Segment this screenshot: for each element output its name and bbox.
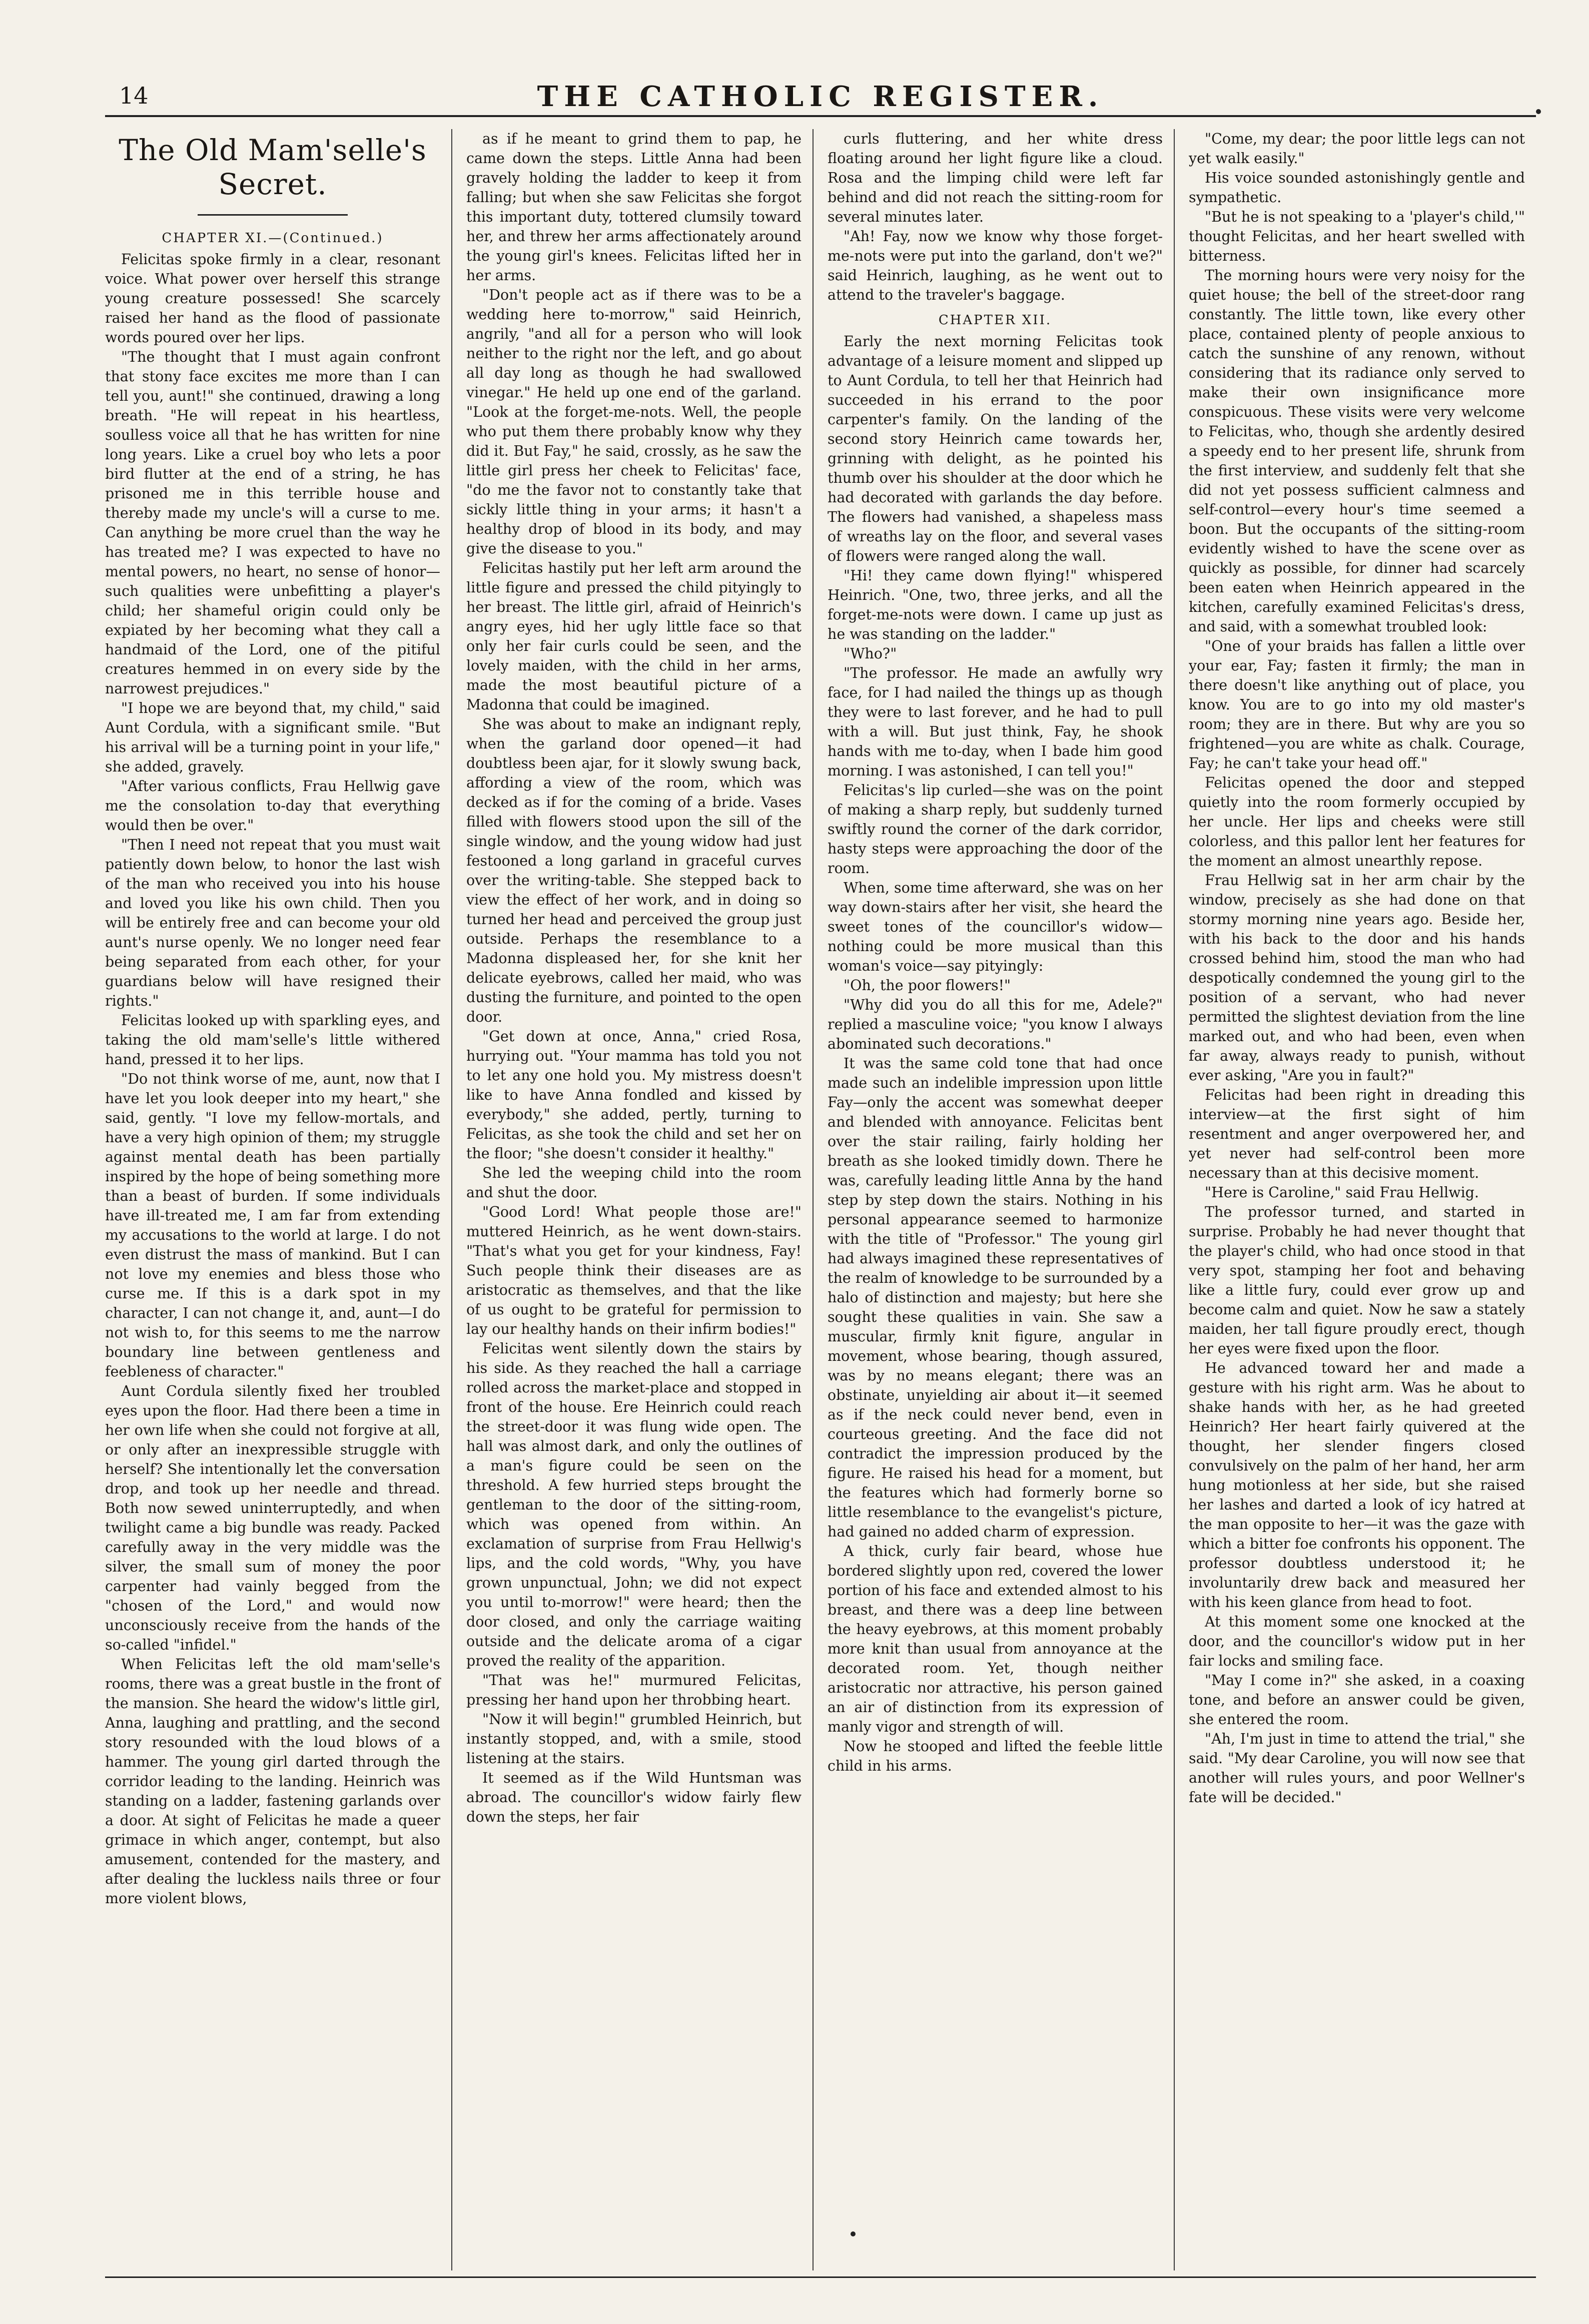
paragraph: At this moment some one knocked at the door, and the councillor's widow put in her fair locks and smiling face. <box>1189 1614 1525 1669</box>
paragraph: "After various conflicts, Frau Hellwig gave me the consolation to-day that everything would then be over." <box>105 778 440 834</box>
paragraph: It was the same cold tone that had once made such an indelible impression upon little Fay—only the accent was somewhat deeper and blended with annoyance. Felicitas bent over the stair railing, fairly holding her breath as she looked timidly down. There he was, carefully leading little Anna by the hand step by step down the stairs. Nothing in his personal appearance seemed to harmonize with the title of "Professor." The young girl had always imagined these representatives of the realm of knowledge to be surrounded by a halo of distinction and majesty; but here she sought these qualities in vain. She saw a muscular, firmly knit figure, angular in movement, whose bearing, though assured, was by no means elegant; there was an obstinate, unyielding air about it—it seemed as if the neck could never bend, even in courteous greeting. And the face did not contradict the impression produced by the figure. He raised his head for a moment, but the features which had formerly borne so little resemblance to the evangelist's picture, had gained no added charm of expression. <box>828 1055 1163 1540</box>
story-title: The Old Mam'selle's Secret. <box>119 133 427 201</box>
paragraph: "May I come in?" she asked, in a coaxing tone, and before an answer could be given, she entered the room. <box>1189 1672 1525 1728</box>
masthead: THE CATHOLIC REGISTER. <box>537 80 1104 113</box>
newspaper-page <box>105 80 1536 2281</box>
paragraph: "Good Lord! What people those are!" muttered Heinrich, as he went down-stairs. "That's what you get for your kindness, Fay! Such people think their diseases are as aristocratic as themselves, and that the like of us ought to be grateful for permission to lay our healthy hands on their infirm bodies!" <box>466 1204 802 1337</box>
paragraph: The professor turned, and started in surprise. Probably he had never thought that the player's child, who had once stood in that very spot, stamping her foot and behaving like a little fury, could ever grow up and become calm and quiet. Now he saw a stately maiden, her tall figure proudly erect, though her eyes were fixed upon the floor. <box>1189 1204 1525 1357</box>
paragraph: "Ah, I'm just in time to attend the trial," she said. "My dear Caroline, you will now see that another will rules yours, and poor Wellner's fate will be decided." <box>1189 1731 1525 1806</box>
page-header <box>105 80 1536 117</box>
paragraph: She led the weeping child into the room and shut the door. <box>466 1165 802 1201</box>
paragraph: Early the next morning Felicitas took advantage of a leisure moment and slipped up to Aunt Cordula, to tell her that Heinrich had succeeded in his errand to the poor carpenter's family. On the landing of the second story Heinrich came towards her, grinning with delight, as he pointed his thumb over his shoulder at the door which he had decorated with garlands the day before. The flowers had vanished, a shapeless mass of wreaths lay on the floor, and several vases of flowers were ranged along the wall. <box>828 333 1163 564</box>
paragraph: Felicitas went silently down the stairs by his side. As they reached the hall a carriage rolled across the market-place and stopped in front of the house. Ere Heinrich could reach the street-door it was flung wide open. The hall was almost dark, and only the outlines of a man's figure could be seen on the threshold. A few hurried steps brought the gentleman to the door of the sitting-room, which was opened from within. An exclamation of surprise from Frau Hellwig's lips, and the cold words, "Why, you have grown unpunctual, John; we did not expect you until to-morrow!" were heard; then the door closed, and only the carriage waiting outside and the delicate aroma of a cigar proved the reality of the apparition. <box>466 1340 802 1669</box>
paragraph: "Hi! they came down flying!" whispered Heinrich. "One, two, three jerks, and all the forget-me-nots were down. I came up just as he was standing on the ladder." <box>828 567 1163 642</box>
paragraph: "I hope we are beyond that, my child," said Aunt Cordula, with a significant smile. "But his arrival will be a turning point in your life," she added, gravely. <box>105 700 440 775</box>
chapter-heading: CHAPTER XI.—(Continued.) <box>162 231 384 246</box>
paragraph: His voice sounded astonishingly gentle and sympathetic. <box>1189 170 1525 206</box>
paragraph: "Why did you do all this for me, Adele?" replied a masculine voice; "you know I always abominated such decorations." <box>828 997 1163 1052</box>
paragraph: The morning hours were very noisy for the quiet house; the bell of the street-door rang constantly. The little town, like every other place, contained plenty of people anxious to catch the sunshine of any renown, without considering that its radiance only served to make their own insignificance more conspicuous. These visits were very welcome to Felicitas, who, though she ardently desired a speedy end to her present life, shrunk from the first interview, and suddenly felt that she did not yet possess sufficient calmness and self-control—every hour's time seemed a boon. But the occupants of the sitting-room evidently wished to have the scene over as quickly as possible, for dinner had scarcely been eaten when Heinrich appeared in the kitchen, carefully examined Felicitas's dress, and said, with a somewhat troubled look: <box>1189 267 1525 635</box>
paragraph: A thick, curly fair beard, whose hue bordered slightly upon red, covered the lower portion of his face and extended almost to his breast, and there was a deep line between the heavy eyebrows, at this moment probably more knit than usual from annoyance at the decorated room. Yet, though neither aristocratic nor attractive, his person gained an air of distinction from its expression of manly vigor and strength of will. <box>828 1543 1163 1735</box>
paragraph: as if he meant to grind them to pap, he came down the steps. Little Anna had been gravely holding the ladder to keep it from falling; but when she saw Felicitas she forgot this important duty, tottered clumsily toward her, and threw her arms affectionately around the young girl's knees. Felicitas lifted her in her arms. <box>466 131 802 284</box>
paragraph: He advanced toward her and made a gesture with his right arm. Was he about to shake hands with her, as he had greeted Heinrich? Her heart fairly quivered at the thought, her slender fingers closed convulsively on the palm of her hand, her arm hung motionless at her side, but she raised her lashes and darted a look of icy hatred at the man opposite to her—it was the gaze with which a bitter foe confronts his opponent. The professor doubtless understood it; he involuntarily drew back and measured her with his keen glance from head to foot. <box>1189 1360 1525 1611</box>
column-3 <box>828 129 1175 2270</box>
paragraph: Aunt Cordula silently fixed her troubled eyes upon the floor. Had there been a time in her own life when she could not forgive at all, or only after an inexpressible struggle with herself? She intentionally let the conversation drop, and took up her needle and thread. Both now sewed uninterruptedly, and when twilight came a big bundle was ready. Packed carefully away in the very middle was the silver, the small sum of money the poor carpenter had vainly begged from the "chosen of the Lord," and would now unconsciously receive from the hands of the so-called "infidel." <box>105 1383 440 1653</box>
paragraph: "The professor. He made an awfully wry face, for I had nailed the things up as though they were to last forever, and he had to pull with a will. But just think, Fay, he shook hands with me to-day, when I bade him good morning. I was astonished, I can tell you!" <box>828 665 1163 779</box>
paragraph: "Then I need not repeat that you must wait patiently down below, to honor the last wish of the man who received you into his house and loved you like his own child. Then you will be entirely free and can become your old aunt's nurse openly. We no longer need fear being separated from each other, for your guardians below will have resigned their rights." <box>105 837 440 1009</box>
paragraph: "That was he!" murmured Felicitas, pressing her hand upon her throbbing heart. <box>466 1672 802 1708</box>
column-2-body <box>466 129 802 1827</box>
paragraph: When, some time afterward, she was on her way down-stairs after her visit, she heard the sweet tones of the councillor's widow—nothing could be more musical than this woman's voice—say pityingly: <box>828 880 1163 974</box>
paragraph: "Come, my dear; the poor little legs can not yet walk easily." <box>1189 131 1525 167</box>
paragraph: Felicitas looked up with sparkling eyes, and taking the old mam'selle's little withered hand, pressed it to her lips. <box>105 1012 440 1068</box>
paragraph: "Oh, the poor flowers!" <box>844 977 1011 994</box>
column-2 <box>466 129 814 2270</box>
paragraph: It seemed as if the Wild Huntsman was abroad. The councillor's widow fairly flew down the steps, her fair <box>466 1770 802 1825</box>
paragraph: "Who?" <box>844 645 897 662</box>
column-3-body-bottom <box>828 332 1163 1776</box>
paragraph: Felicitas's lip curled—she was on the point of making a sharp reply, but suddenly turned swiftly round the corner of the dark corridor, hasty steps were approaching the door of the room. <box>828 782 1163 877</box>
paragraph: "The thought that I must again confront that stony face excites me more than I can tell you, aunt!" she continued, drawing a long breath. "He will repeat in his heartless, soulless voice all that he has written for nine long years. Like a cruel boy who lets a poor bird flutter at the end of a string, he has prisoned me in this terrible house and thereby made my uncle's will a curse to me. Can anything be more cruel than the way he has treated me? I was expected to have no mental powers, no heart, no sense of honor—such qualities were unbefitting a player's child; her shameful origin could only be expiated by her becoming what they call a handmaid of the Lord, one of the pitiful creatures hemmed in on every side by the narrowest prejudices." <box>105 349 440 697</box>
title-rule <box>198 214 348 216</box>
paragraph: Felicitas spoke firmly in a clear, resonant voice. What power over herself this strange young creature possessed! She scarcely raised her hand as the flood of passionate words poured over her lips. <box>105 251 440 346</box>
paragraph: Felicitas hastily put her left arm around the little figure and pressed the child pityingly to her breast. The little girl, afraid of Heinrich's angry eyes, hid her ugly little face so that only her fair curls could be seen, and the lovely maiden, with the child in her arms, made the most beautiful picture of a Madonna that could be imagined. <box>466 560 802 713</box>
paragraph: She was about to make an indignant reply, when the garland door opened—it had doubtless been ajar, for it slowly swung back, affording a view of the room, which was decked as if for the coming of a bride. Vases filled with flowers stood upon the sill of the single window, and the young widow had just festooned a long garland in graceful curves over the writing-table. She stepped back to view the effect of her work, and in doing so turned her head and perceived the group just outside. Perhaps the resemblance to a Madonna displeased her, for she knit her delicate eyebrows, called her maid, who was dusting the furniture, and pointed to the open door. <box>466 716 802 1025</box>
paragraph: When Felicitas left the old mam'selle's rooms, there was a great bustle in the front of the mansion. She heard the widow's little girl, Anna, laughing and prattling, and the second story resounded with the loud blows of a hammer. The young girl darted through the corridor leading to the landing. Heinrich was standing on a ladder, fastening garlands over a door. At sight of Felicitas he made a queer grimace in which anger, contempt, but also amusement, contended for the mastery, and after dealing the luckless nails three or four more violent blows, <box>105 1656 440 1907</box>
column-4-body <box>1189 129 1525 1807</box>
paragraph: "Don't people act as if there was to be a wedding here to-morrow," said Heinrich, angrily, "and all for a person who will look neither to the right nor the left, and go about all day long as though he had swallowed vinegar." He held up one end of the garland. "Look at the forget-me-nots. Well, the people who put them there probably know why they did it. But Fay," he said, crossly, as he saw the little girl press her cheek to Felicitas' face, "do me the favor not to constantly take that sickly little thing in your arms; it hasn't a healthy drop of blood in its body, and may give the disease to you." <box>466 287 802 557</box>
ink-dot <box>851 2231 856 2236</box>
bottom-rule <box>105 2276 1536 2278</box>
paragraph: Felicitas opened the door and stepped quietly into the room formerly occupied by her uncle. Her lips and cheeks were still colorless, and this pallor lent her features for the moment an almost unearthly repose. <box>1189 774 1525 869</box>
paragraph: Felicitas had been right in dreading this interview—at the first sight of him resentment and anger overpowered her, and yet never had self-control been more necessary than at this decisive moment. <box>1189 1087 1525 1181</box>
paragraph: "Here is Caroline," said Frau Hellwig. <box>1205 1184 1479 1201</box>
paragraph: Now he stooped and lifted the feeble little child in his arms. <box>828 1738 1163 1774</box>
chapter-heading: CHAPTER XII. <box>938 313 1052 328</box>
paragraph: "But he is not speaking to a 'player's child,'" thought Felicitas, and her heart swelled with bitterness. <box>1189 209 1525 264</box>
column-1 <box>105 129 452 2270</box>
page-number: 14 <box>119 82 149 109</box>
paragraph: "Now it will begin!" grumbled Heinrich, but instantly stopped, and, with a smile, stood listening at the stairs. <box>466 1711 802 1767</box>
paragraph: "Ah! Fay, now we know why those forget-me-nots were put into the garland, don't we?" said Heinrich, laughing, as he went out to attend to the traveler's baggage. <box>828 228 1163 303</box>
ink-dot <box>1536 109 1541 114</box>
column-1-body <box>105 250 440 1908</box>
column-4 <box>1189 129 1536 2270</box>
paragraph: "Get down at once, Anna," cried Rosa, hurrying out. "Your mamma has told you not to let any one hold you. My mistress doesn't like to have Anna fondled and kissed by everybody," she added, pertly, turning to Felicitas, as she took the child and set her on the floor; "she doesn't consider it healthy." <box>466 1028 802 1162</box>
paragraph: Frau Hellwig sat in her arm chair by the window, precisely as she had done on that stormy morning nine years ago. Beside her, with his back to the door and his hands crossed behind him, stood the man who had despotically condemned the young girl to the position of a servant, who had never permitted the slightest deviation from the line marked out, and who had been, even when far away, always ready to punish, without ever asking, "Are you in fault?" <box>1189 872 1525 1084</box>
paragraph: "One of your braids has fallen a little over your ear, Fay; fasten it firmly; the man in there doesn't like anything out of place, you know. You are to go into my old master's room; they are in there. But why are you so frightened—you are white as chalk. Courage, Fay; he can't take your head off." <box>1189 638 1525 771</box>
article-columns <box>105 129 1536 2270</box>
column-3-body-top <box>828 129 1163 305</box>
paragraph: "Do not think worse of me, aunt, now that I have let you look deeper into my heart," she said, gently. "I love my fellow-mortals, and have a very high opinion of them; my struggle against mental death has been partially inspired by the hope of being something more than a beast of burden. If some individuals have ill-treated me, I am far from extending my accusations to the world at large. I do not even distrust the mass of mankind. But I can not love my enemies and bless those who curse me. If this is a dark spot in my character, I can not change it, and, aunt—I do not wish to, for this seems to me the narrow boundary line between gentleness and feebleness of character." <box>105 1071 440 1380</box>
paragraph: curls fluttering, and her white dress floating around her light figure like a cloud. Rosa and the limping child were left far behind and did not reach the sitting-room for several minutes later. <box>828 131 1163 225</box>
